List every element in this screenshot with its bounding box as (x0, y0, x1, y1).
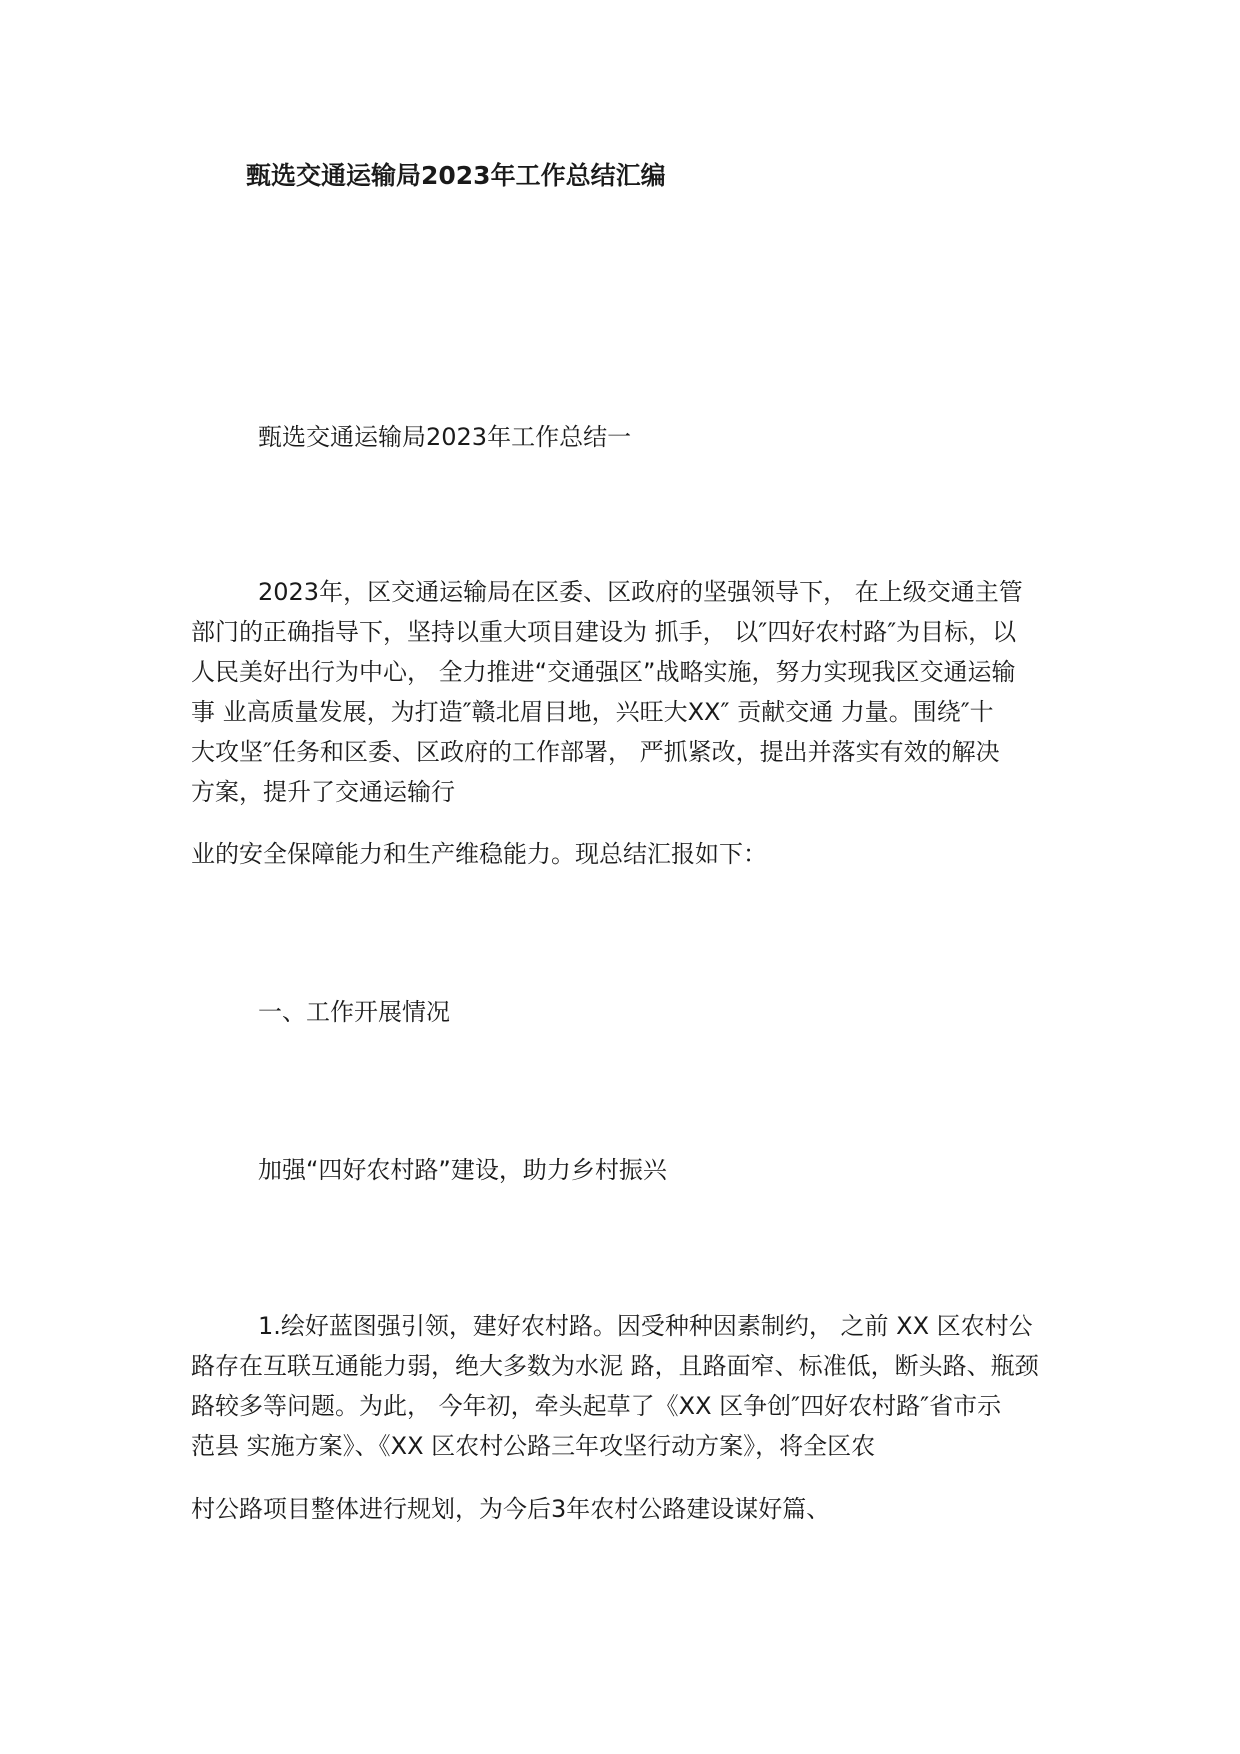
document-subtitle: 甄选交通运输局2023年工作总结一 (258, 423, 632, 451)
section-heading: 一、工作开展情况 (258, 998, 450, 1026)
paragraph-rural-roads-continuation (191, 1489, 1071, 1529)
paragraph-line: 业的安全保障能力和生产维稳能力。现总结汇报如下： (191, 840, 767, 868)
paragraph-line: 路较多等问题。为此， 今年初，牵头起草了《XX 区争创″四好农村路″省市示 (191, 1392, 1002, 1420)
paragraph-line: 2023年，区交通运输局在区委、区政府的坚强领导下， 在上级交通主管 (258, 578, 1023, 606)
paragraph-line: 部门的正确指导下，坚持以重大项目建设为 抓手， 以″四好农村路″为目标，以 (191, 618, 1017, 646)
section-subheading: 加强“四好农村路”建设，助力乡村振兴 (258, 1156, 667, 1184)
paragraph-line: 村公路项目整体进行规划，为今后3年农村公路建设谋好篇、 (191, 1495, 831, 1523)
paragraph-line: 人民美好出行为中心， 全力推进“交通强区”战略实施，努力实现我区交通运输 (191, 658, 1016, 686)
paragraph-line: 范县 实施方案》、《XX 区农村公路三年攻坚行动方案》，将全区农 (191, 1432, 876, 1460)
paragraph-intro-continuation (191, 834, 1071, 874)
document-title: 甄选交通运输局2023年工作总结汇编 (246, 161, 666, 190)
paragraph-line: 事 业高质量发展，为打造″赣北眉目地，兴旺大XX″ 贡献交通 力量。围绕″十 (191, 698, 994, 726)
paragraph-rural-roads (191, 1306, 1071, 1466)
paragraph-line: 1.绘好蓝图强引领，建好农村路。因受种种因素制约， 之前 XX 区农村公 (258, 1312, 1033, 1340)
paragraph-line: 大攻坚″任务和区委、区政府的工作部署， 严抓紧改，提出并落实有效的解决 (191, 738, 1000, 766)
paragraph-intro (191, 572, 1071, 812)
paragraph-line: 方案，提升了交通运输行 (191, 778, 455, 806)
paragraph-line: 路存在互联互通能力弱，绝大多数为水泥 路，且路面窄、标准低，断头路、瓶颈 (191, 1352, 1039, 1380)
